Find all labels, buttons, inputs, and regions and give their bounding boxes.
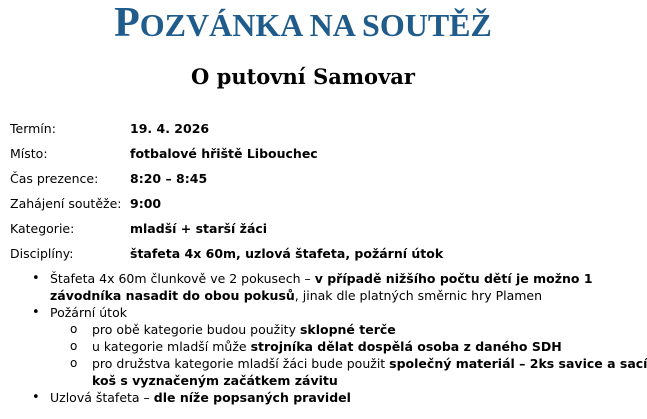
circle-bullet-icon: o [70, 339, 78, 353]
text-normal: pro obě kategorie budou použity [92, 322, 300, 337]
info-value: 19. 4. 2026 [130, 121, 210, 136]
text-bold: koš s vyznačeným začátkem závitu [92, 373, 338, 388]
bullet-icon: • [32, 305, 40, 320]
text-bold: dle níže popsaných pravidel [153, 390, 351, 405]
text-normal: pro družstva kategorie mladší žáci bude použit [92, 356, 390, 371]
title-initial: P [114, 0, 140, 46]
text-bold: v případě nižšího počtu dětí je možno 1 [314, 271, 593, 286]
circle-bullet-icon: o [70, 356, 78, 370]
info-value: 9:00 [130, 196, 162, 211]
list-item-uzlova-stafeta [50, 389, 351, 406]
sub-item-material-line2 [92, 372, 338, 389]
title-rest: OZVÁNKA NA SOUTĚŽ [139, 7, 492, 43]
text-bold: strojníka dělat dospělá osoba z daného SDH [250, 339, 562, 354]
bullet-icon: • [32, 271, 40, 286]
info-label: Zahájení soutěže: [10, 196, 122, 211]
list-item-stafeta-line2 [50, 287, 542, 304]
info-label: Termín: [10, 121, 56, 136]
info-value: mladší + starší žáci [130, 221, 268, 236]
text-bold: závodníka nasadit do obou pokusů [50, 288, 295, 303]
text-normal: , jinak dle platných směrnic hry Plamen [294, 288, 543, 303]
info-label: Kategorie: [10, 221, 75, 236]
info-label: Čas prezence: [10, 171, 99, 186]
page-subtitle: O putovní Samovar [191, 64, 415, 89]
info-label: Disciplíny: [10, 246, 74, 261]
info-label: Místo: [10, 146, 48, 161]
info-value: štafeta 4x 60m, uzlová štafeta, požární útok [130, 246, 444, 261]
text-normal: Uzlová štafeta – [50, 390, 154, 405]
bullet-icon: • [32, 390, 40, 405]
circle-bullet-icon: o [70, 322, 78, 336]
sub-item-material-line1 [92, 355, 647, 372]
text-bold: sklopné terče [299, 322, 396, 337]
list-item-pozarni-utok: Požární útok [50, 305, 127, 320]
info-value: fotbalové hřiště Libouchec [130, 146, 318, 161]
page-title [0, 0, 606, 46]
text-normal: Štafeta 4x 60m člunkově ve 2 pokusech – [50, 271, 315, 286]
text-bold: společný materiál – 2ks savice a sací [389, 356, 647, 371]
sub-item-terce [92, 321, 396, 338]
sub-item-strojnik [92, 338, 562, 355]
list-item-stafeta-line1 [50, 270, 593, 287]
text-normal: u kategorie mladší může [92, 339, 251, 354]
info-value: 8:20 – 8:45 [130, 171, 208, 186]
